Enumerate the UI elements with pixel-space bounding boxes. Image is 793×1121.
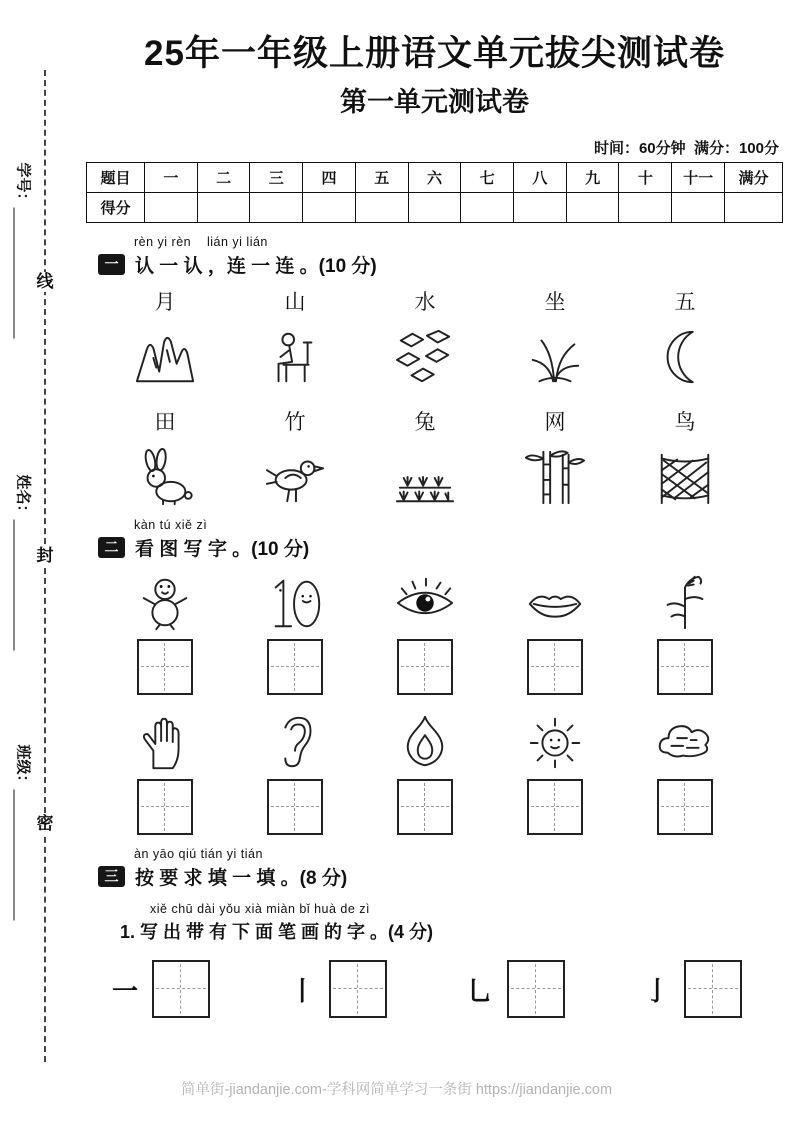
section3-number-badge: 三 — [98, 866, 125, 887]
writing-grid — [527, 639, 583, 695]
student-id-label: 学号： — [14, 162, 32, 208]
number-10-cartoon-image — [264, 573, 326, 631]
score-table-header-row — [87, 163, 783, 193]
section2-heading — [98, 534, 783, 561]
score-header-cell: 五 — [355, 163, 408, 193]
match-char: 五 — [674, 291, 696, 314]
name-label: 姓名： — [14, 474, 32, 520]
mouth-image — [524, 573, 586, 631]
bird-image — [264, 448, 326, 506]
writing-grid — [267, 639, 323, 695]
match-char: 鸟 — [674, 411, 696, 434]
seal-char-mi: 密 — [36, 814, 54, 833]
cloud-image — [654, 713, 716, 771]
section2-number-badge: 二 — [98, 537, 125, 558]
score-cell-empty — [408, 193, 461, 223]
score-cell-empty — [145, 193, 198, 223]
section3-heading — [98, 863, 783, 890]
match-char: 月 — [154, 291, 176, 314]
score-header-cell: 六 — [408, 163, 461, 193]
fire-image — [394, 713, 456, 771]
score-cell-empty — [197, 193, 250, 223]
section2-title: 看 图 写 字 。(10 分) — [135, 539, 310, 560]
class-blank — [14, 790, 27, 921]
writing-grid — [527, 779, 583, 835]
watermark-footer: 简单街-jiandanjie.com-学科网简单学习一条街 https://jiandanjie.com — [180, 1082, 613, 1098]
name-field — [14, 475, 35, 651]
seal-char-feng: 封 — [36, 546, 54, 565]
score-table-score-row — [87, 193, 783, 223]
writing-grid — [397, 639, 453, 695]
score-cell-empty — [619, 193, 672, 223]
mountain-image — [134, 328, 196, 386]
section3-title: 按 要 求 填 一 填 。(8 分) — [135, 868, 348, 889]
match-char: 兔 — [414, 411, 436, 434]
stroke-char: 一 — [112, 975, 139, 1006]
section2-grid-row-2 — [100, 779, 750, 835]
score-header-cell: 满分 — [725, 163, 783, 193]
score-cell-empty — [303, 193, 356, 223]
writing-grid — [657, 779, 713, 835]
stroke-item — [467, 960, 565, 1018]
writing-grid — [137, 779, 193, 835]
hand-image — [134, 713, 196, 771]
score-cell-empty — [566, 193, 619, 223]
score-header-cell: 题目 — [87, 163, 145, 193]
score-header-cell: 二 — [197, 163, 250, 193]
section1-heading — [98, 251, 783, 278]
score-header-cell: 一 — [145, 163, 198, 193]
eye-image — [394, 573, 456, 631]
match-char: 竹 — [284, 411, 306, 434]
match-char: 田 — [154, 411, 176, 434]
section1-number-badge: 一 — [98, 254, 125, 275]
section2-image-row-1 — [100, 573, 750, 631]
score-table — [86, 162, 783, 223]
match-char: 山 — [284, 291, 306, 314]
writing-grid — [152, 960, 210, 1018]
stroke-char: 乚 — [466, 975, 493, 1006]
stroke-item — [644, 960, 742, 1018]
crescent-moon-image — [654, 328, 716, 386]
score-header-cell: 九 — [566, 163, 619, 193]
score-cell-empty — [250, 193, 303, 223]
score-cell-empty — [461, 193, 514, 223]
score-header-cell: 十一 — [672, 163, 725, 193]
name-blank — [14, 520, 27, 651]
student-id-field — [14, 163, 35, 339]
section2-image-row-2 — [100, 713, 750, 771]
bamboo-image — [524, 448, 586, 506]
stone-blocks-image — [394, 328, 456, 386]
student-id-blank — [14, 208, 27, 339]
class-label: 班级： — [14, 744, 32, 790]
section2-pinyin: kàn tú xiě zì — [134, 518, 208, 532]
section1-title: 认 一 认 ，连 一 连 。(10 分) — [135, 256, 377, 277]
section3-pinyin: àn yāo qiú tián yi tián — [134, 847, 263, 861]
rice-plant-image — [654, 573, 716, 631]
score-cell-empty — [514, 193, 567, 223]
stroke-item — [289, 960, 387, 1018]
rabbit-image — [134, 448, 196, 506]
match-char: 坐 — [544, 291, 566, 314]
score-cell-empty — [725, 193, 783, 223]
time-score-info: 时间：60分钟 满分：100分 — [593, 140, 779, 157]
page-title: 25年一年级上册语文单元拔尖测试卷 — [144, 34, 725, 73]
match-char: 网 — [544, 411, 566, 434]
stroke-char: 亅 — [643, 975, 670, 1006]
number-8-cartoon-image — [134, 573, 196, 631]
water-spring-image — [524, 328, 586, 386]
score-header-cell: 八 — [514, 163, 567, 193]
section1-char-row-2 — [100, 406, 750, 436]
score-header-cell: 七 — [461, 163, 514, 193]
section1-pinyin: rèn yi rèn lián yi lián — [134, 235, 268, 249]
section1-image-row-2 — [100, 448, 750, 506]
section3-sub1-title: 1. 写 出 带 有 下 面 笔 画 的 字 。(4 分) — [120, 922, 434, 942]
seal-dashed-line — [44, 70, 46, 1062]
score-cell-empty — [672, 193, 725, 223]
stroke-fill-row — [112, 960, 742, 1018]
ear-image — [264, 713, 326, 771]
sitting-person-image — [264, 328, 326, 386]
stroke-item — [112, 960, 210, 1018]
page-subtitle: 第一单元测试卷 — [340, 87, 529, 117]
stroke-char: 丨 — [289, 975, 316, 1006]
section1-image-row-1 — [100, 328, 750, 386]
writing-grid — [507, 960, 565, 1018]
writing-grid — [329, 960, 387, 1018]
section2-grid-row-1 — [100, 639, 750, 695]
score-header-cell: 三 — [250, 163, 303, 193]
score-row-label: 得分 — [87, 193, 145, 223]
score-header-cell: 十 — [619, 163, 672, 193]
match-char: 水 — [414, 291, 436, 314]
score-cell-empty — [355, 193, 408, 223]
seal-char-line: 线 — [36, 272, 54, 291]
rice-field-image — [394, 448, 456, 506]
fishing-net-image — [654, 448, 716, 506]
writing-grid — [397, 779, 453, 835]
writing-grid — [267, 779, 323, 835]
sun-image — [524, 713, 586, 771]
writing-grid — [657, 639, 713, 695]
writing-grid — [684, 960, 742, 1018]
section3-sub1-pinyin: xiě chū dài yǒu xià miàn bǐ huà de zì — [150, 902, 371, 916]
class-field — [14, 745, 35, 921]
writing-grid — [137, 639, 193, 695]
score-header-cell: 四 — [303, 163, 356, 193]
section1-char-row-1 — [100, 286, 750, 316]
